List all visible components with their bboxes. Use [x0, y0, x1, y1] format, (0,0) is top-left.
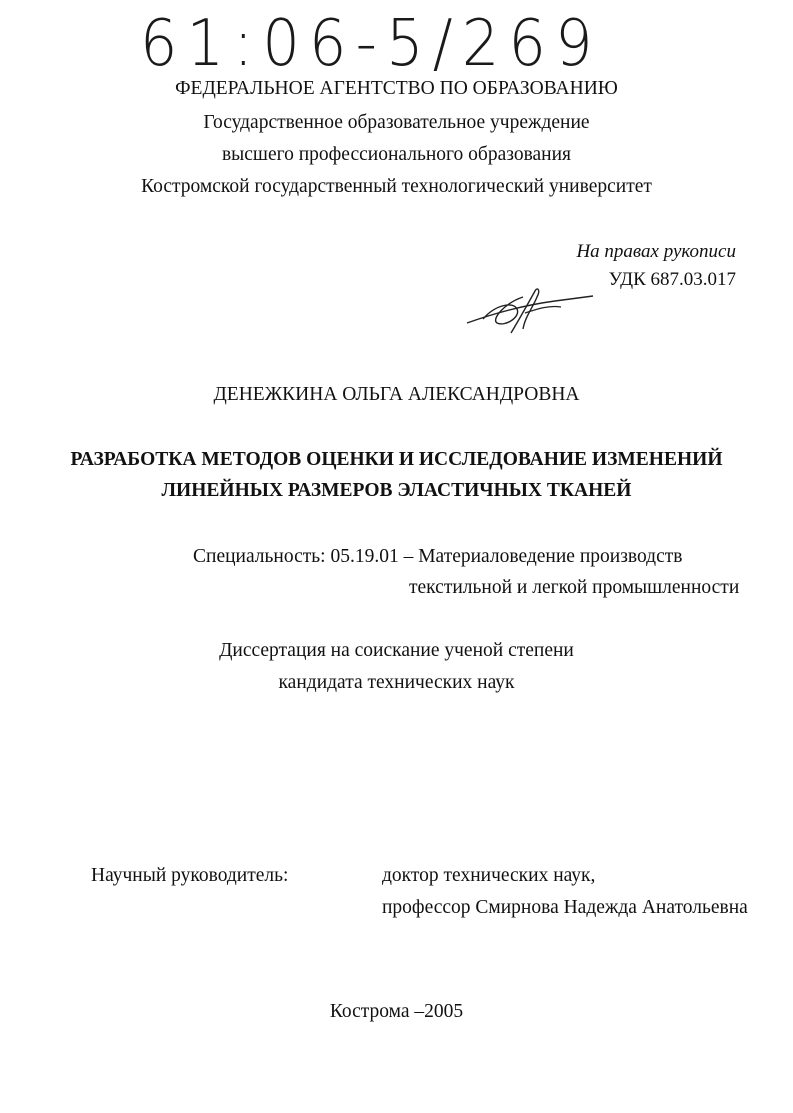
degree-line-2: кандидата технических наук — [278, 672, 515, 693]
stamp-number: 61:06-5/269 — [140, 7, 602, 81]
city-year: Кострома –2005 — [329, 1001, 464, 1022]
degree-line-1: Диссертация на соискание ученой степени — [219, 640, 574, 661]
author-name: ДЕНЕЖКИНА ОЛЬГА АЛЕКСАНДРОВНА — [213, 384, 580, 405]
title-line-2: ЛИНЕЙНЫХ РАЗМЕРОВ ЭЛАСТИЧНЫХ ТКАНЕЙ — [161, 480, 632, 501]
signature-image — [465, 283, 595, 339]
institution-line-1: Государственное образовательное учреждение — [203, 112, 590, 133]
agency-line: ФЕДЕРАЛЬНОЕ АГЕНТСТВО ПО ОБРАЗОВАНИЮ — [175, 78, 618, 99]
supervisor-degree: доктор технических наук, — [382, 865, 596, 886]
specialty-line-1: Специальность: 05.19.01 – Материаловедение производств — [193, 546, 683, 567]
handwritten-stamp — [140, 8, 620, 88]
specialty-line-2: текстильной и легкой промышленности — [409, 577, 740, 598]
manuscript-rights: На правах рукописи — [576, 241, 736, 262]
udc-code: УДК 687.03.017 — [608, 269, 736, 290]
university-line: Костромской государственный технологический университет — [141, 176, 652, 197]
supervisor-label: Научный руководитель: — [91, 865, 289, 886]
supervisor-name: профессор Смирнова Надежда Анатольевна — [382, 897, 748, 918]
institution-line-2: высшего профессионального образования — [221, 144, 572, 165]
title-line-1: РАЗРАБОТКА МЕТОДОВ ОЦЕНКИ И ИССЛЕДОВАНИЕ ИЗМЕНЕНИЙ — [70, 449, 723, 470]
